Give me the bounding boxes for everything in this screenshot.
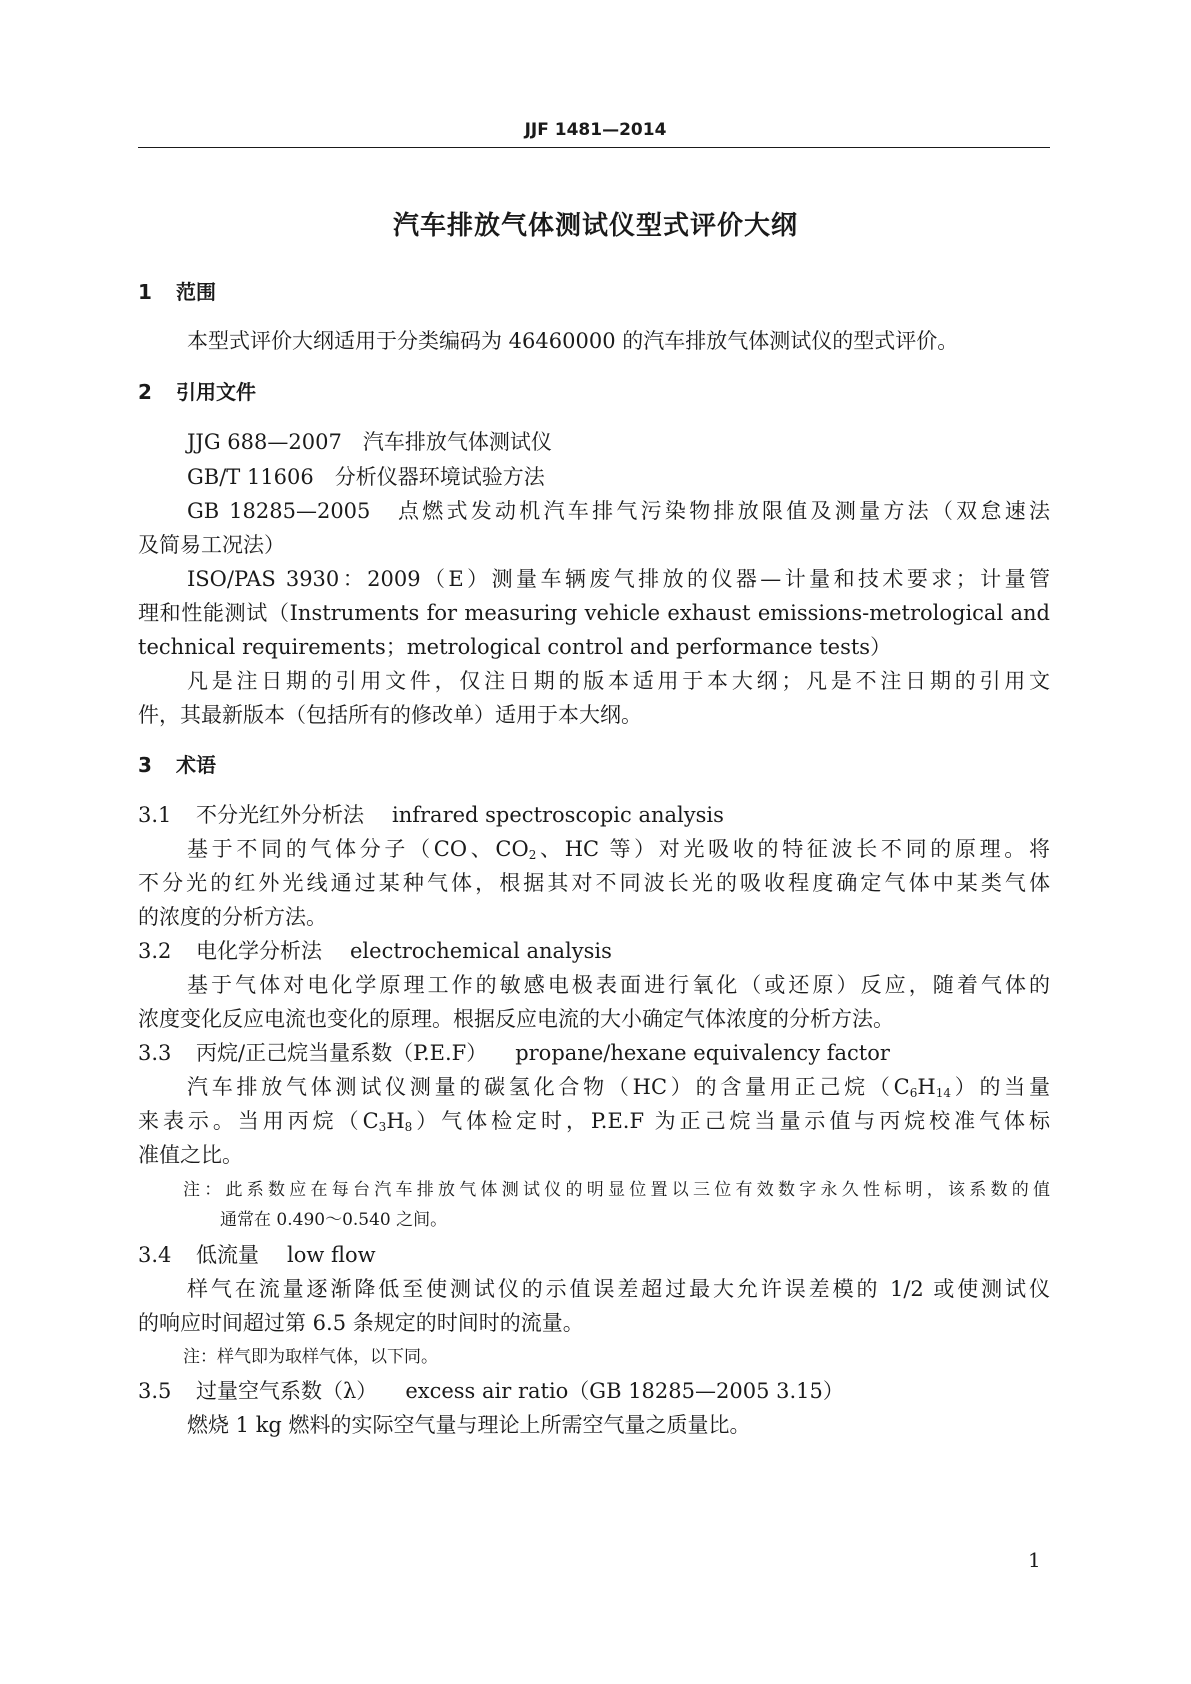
header-divider [138, 147, 1050, 148]
term-3-3-note-line1: 注：此系数应在每台汽车排放气体测试仪的明显位置以三位有效数字永久性标明，该系数的值 [183, 1180, 1050, 1200]
term-3-4-definition-line2: 的响应时间超过第 6.5 条规定的时间时的流量。 [138, 1311, 584, 1335]
term-number: 3.5 [138, 1379, 172, 1403]
section-heading-terms [138, 750, 216, 780]
text-run: H [917, 1075, 936, 1099]
section-number: 1 [138, 280, 152, 304]
page-number: 1 [1028, 1548, 1041, 1572]
term-3-3-definition-line2 [138, 1106, 1050, 1136]
term-3-2-definition-line2: 浓度变化反应电流也变化的原理。根据反应电流的大小确定气体浓度的分析方法。 [138, 1007, 894, 1031]
section-title: 引用文件 [176, 380, 256, 404]
reference-iso3930-line2: 理和性能测试（Instruments for measuring vehicle exhaust emissions-metrological and [138, 601, 1050, 625]
reference-iso3930-line3: technical requirements；metrological control and performance tests） [138, 635, 892, 659]
subscript: 2 [528, 848, 537, 862]
subscript: 3 [378, 1120, 387, 1134]
term-english: low flow [287, 1243, 376, 1267]
term-chinese: 电化学分析法 [196, 939, 322, 963]
term-3-5-definition-line1: 燃烧 1 kg 燃料的实际空气量与理论上所需空气量之质量比。 [187, 1413, 751, 1437]
section-title: 范围 [176, 280, 216, 304]
term-chinese: 过量空气系数（λ） [196, 1379, 378, 1403]
subscript: 8 [404, 1120, 413, 1134]
section-title: 术语 [176, 753, 216, 777]
text-run: H [386, 1109, 405, 1133]
text-run: ）气体检定时，P.E.F 为正己烷当量示值与丙烷校准气体标 [412, 1109, 1050, 1133]
subscript: 6 [909, 1086, 918, 1100]
term-english: propane/hexane equivalency factor [515, 1041, 890, 1065]
reference-gb18285-line2: 及简易工况法） [138, 533, 285, 557]
document-title: 汽车排放气体测试仪型式评价大纲 [392, 211, 798, 241]
section-heading-scope [138, 277, 216, 307]
reference-gbt11606: GB/T 11606 分析仪器环境试验方法 [187, 465, 545, 489]
term-3-4-definition-line1: 样气在流量逐渐降低至使测试仪的示值误差超过最大允许误差模的 1/2 或使测试仪 [187, 1277, 1050, 1301]
term-3-5-heading [138, 1376, 844, 1406]
text-run: 汽车排放气体测试仪测量的碳氢化合物（HC）的含量用正己烷（C [187, 1075, 910, 1099]
text-run: 来表示。当用丙烷（C [138, 1109, 379, 1133]
term-chinese: 丙烷/正己烷当量系数（P.E.F） [196, 1041, 488, 1065]
standard-code-header: JJF 1481—2014 [524, 120, 667, 140]
term-number: 3.4 [138, 1243, 172, 1267]
section-number: 2 [138, 380, 152, 404]
term-number: 3.2 [138, 939, 172, 963]
term-chinese: 不分光红外分析法 [196, 803, 364, 827]
text-run: ）的当量 [950, 1075, 1051, 1099]
term-3-2-definition-line1: 基于气体对电化学原理工作的敏感电极表面进行氧化（或还原）反应，随着气体的 [187, 973, 1050, 997]
section-number: 3 [138, 753, 152, 777]
term-english: excess air ratio（GB 18285—2005 3.15） [405, 1379, 844, 1403]
term-3-3-heading [138, 1038, 890, 1068]
term-number: 3.3 [138, 1041, 172, 1065]
reference-note-line2: 件，其最新版本（包括所有的修改单）适用于本大纲。 [138, 703, 642, 727]
term-3-3-definition-line1 [187, 1072, 1050, 1102]
section-heading-references [138, 377, 256, 407]
term-english: infrared spectroscopic analysis [392, 803, 724, 827]
term-3-1-definition-line1 [187, 834, 1050, 864]
subscript: 14 [935, 1086, 951, 1100]
term-3-1-definition-line3: 的浓度的分析方法。 [138, 905, 327, 929]
reference-iso3930-line1: ISO/PAS 3930：2009（E）测量车辆废气排放的仪器—计量和技术要求；计量管 [187, 567, 1050, 591]
term-3-3-note-line2: 通常在 0.490～0.540 之间。 [220, 1210, 448, 1230]
text-run: 、HC 等）对光吸收的特征波长不同的原理。将 [536, 837, 1050, 861]
reference-gb18285-line1: GB 18285—2005 点燃式发动机汽车排气污染物排放限值及测量方法（双怠速法 [187, 499, 1050, 523]
term-3-1-heading [138, 800, 724, 830]
term-chinese: 低流量 [196, 1243, 259, 1267]
reference-note-line1: 凡是注日期的引用文件，仅注日期的版本适用于本大纲；凡是不注日期的引用文 [187, 669, 1050, 693]
reference-jjg688: JJG 688—2007 汽车排放气体测试仪 [187, 430, 552, 454]
term-3-1-definition-line2: 不分光的红外光线通过某种气体，根据其对不同波长光的吸收程度确定气体中某类气体 [138, 871, 1050, 895]
term-3-4-note: 注：样气即为取样气体，以下同。 [183, 1347, 438, 1367]
text-run: 基于不同的气体分子（CO、CO [187, 837, 529, 861]
term-3-2-heading [138, 936, 612, 966]
term-number: 3.1 [138, 803, 172, 827]
term-3-3-definition-line3: 准值之比。 [138, 1143, 243, 1167]
term-english: electrochemical analysis [350, 939, 612, 963]
term-3-4-heading [138, 1240, 376, 1270]
scope-paragraph: 本型式评价大纲适用于分类编码为 46460000 的汽车排放气体测试仪的型式评价。 [187, 329, 959, 353]
